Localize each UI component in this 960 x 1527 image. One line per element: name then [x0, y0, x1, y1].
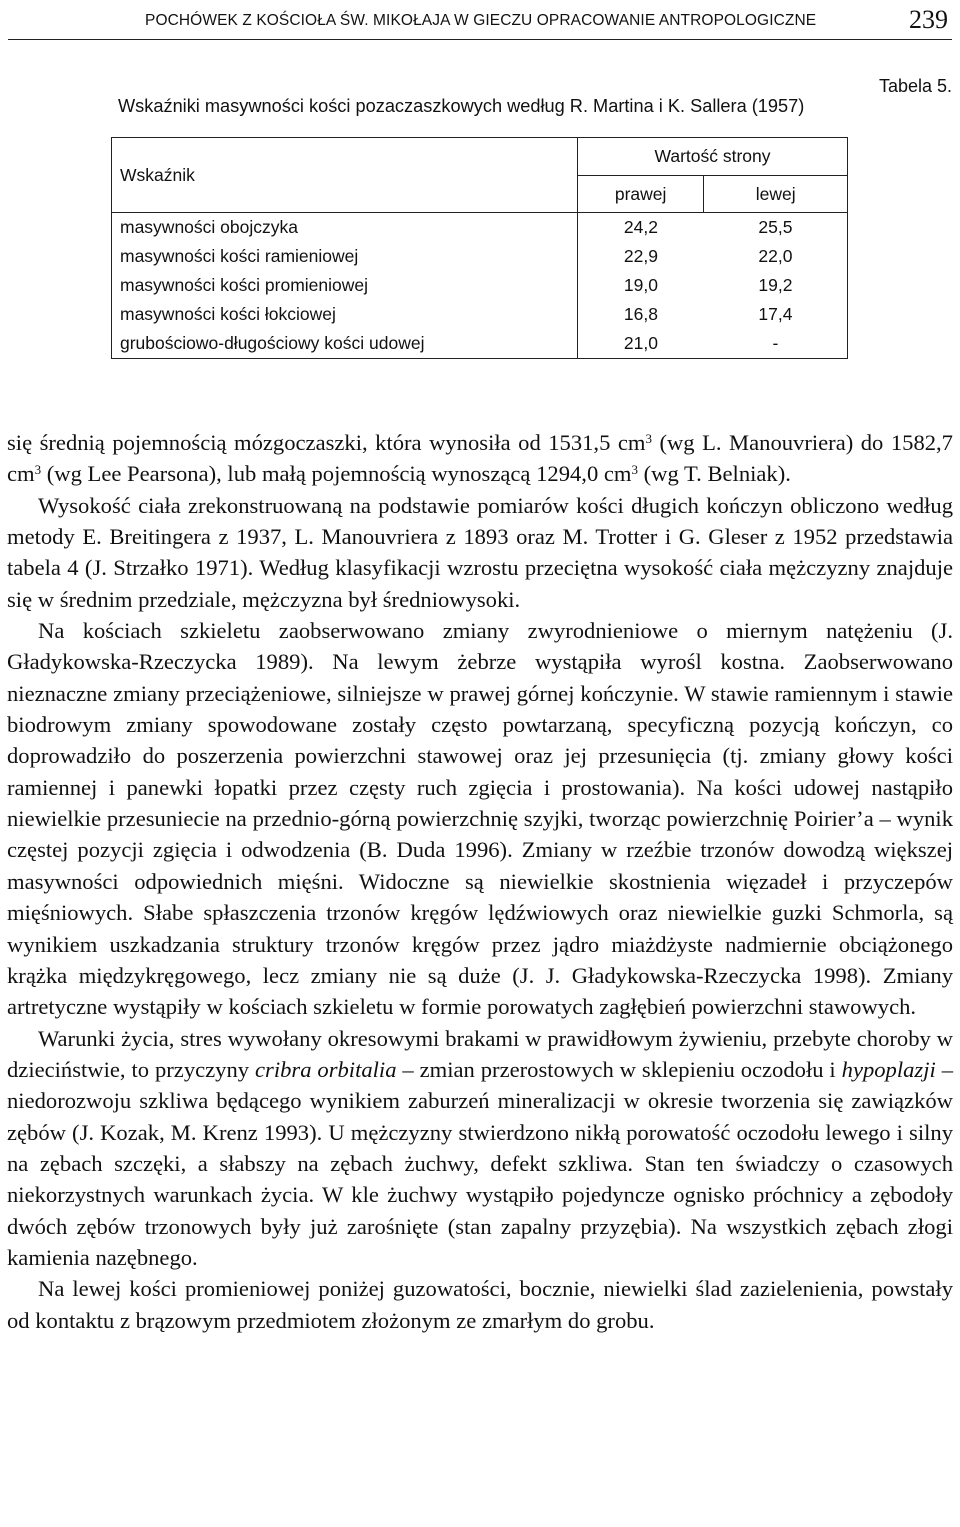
superscript: 3 [645, 431, 652, 446]
column-header-left-side: lewej [755, 183, 796, 204]
value-left: 22,0 [758, 246, 793, 266]
value-right: 19,0 [578, 271, 704, 300]
text-run: – niedorozwoju szkliwa będącego wynikiem zaburzeń mineralizacji w okresie tworzenia się zawiązków zębów (J. Kozak, M. Krenz 1993). U mężczyzny stwierdzono nikłą porowatość oczodołu lewego i silny na zębach szczęki, a słabszy na zębach żuchwy, defekt szkliwa. Stan ten świadczy o czasowych niekorzystnych warunkach życia. W kle żuchwy wystąpiło pojedyncze ognisko próchnicy a zębodoły dwóch zębów trzonowych były już zarośnięte (stan zapalny przyzębia). Na wszystkich zębach złogi kamienia nazębnego. [7, 1056, 953, 1270]
table-caption: Wskaźniki masywności kości pozaczaszkowych według R. Martina i K. Sallera (1957) [118, 96, 805, 116]
text-run: – zmian przerostowych w sklepieniu oczodołu i [396, 1056, 842, 1082]
paragraph: Na kościach szkieletu zaobserwowano zmiany zwyrodnieniowe o miernym natężeniu (J. Gładykowska-Rzeczycka 1989). Na lewym żebrze wystąpiła wyrośl kostna. Zaobserwowano nieznaczne zmiany przeciążeniowe, silniejsze w prawej górnej kończynie. W stawie ramiennym i stawie biodrowym zmiany spowodowane zostały często powtarzaną, specyficzną pozycją kończyn, co doprowadziło do poszerzenia powierzchni stawowej oraz jej przesunięcia (tj. zmiany głowy kości ramiennej i panewki łopatki przez częsty ruch zgięcia i prostowania). Na kości udowej nastąpiło niewielkie przesuniecie na przednio-górną powierzchnię szyjki, tworząc powierzchnię Poirier’a – wynik częstej pozycji zgięcia i odwodzenia (B. Duda 1996). Zmiany w rzeźbie trzonów dowodzą większej masywności odpowiednich mięśni. Widoczne są niewielkie skostnienia więzadeł i przyczepów mięśniowych. Słabe spłaszczenia trzonów kręgów lędźwiowych oraz niewielkie guzki Schmorla, są wynikiem uszkadzania struktury trzonów kręgów przez jądro miażdżyste nadmiernie obciążonego krążka międzykręgowego, lecz zmiany nie są duże (J. J. Gładykowska-Rzeczycka 1998). Zmiany artretyczne wystąpiły w kościach szkieletu w formie porowatych zagłębień powierzchni stawowych. [7, 618, 953, 1020]
page-number: 239 [909, 5, 948, 34]
superscript: 3 [34, 462, 42, 478]
text-run: się średnią pojemnością mózgoczaszki, która wynosiła od 1531,5 cm [7, 430, 646, 455]
value-right: 22,9 [578, 242, 704, 271]
paragraph [7, 427, 953, 490]
row-label: masywności kości promieniowej [120, 275, 368, 295]
italic-term: cribra orbitalia [255, 1056, 397, 1082]
column-header-index: Wskaźnik [120, 164, 195, 185]
table-row [112, 300, 848, 329]
value-left: - [704, 329, 848, 359]
row-label: masywności kości łokciowej [120, 304, 336, 324]
body-text [7, 427, 953, 1336]
table-label: Tabela 5. [878, 76, 952, 96]
italic-term: hypoplazji [841, 1056, 936, 1082]
text-run: (wg T. Belniak). [638, 461, 791, 487]
paragraph: Wysokość ciała zrekonstruowaną na podstawie pomiarów kości długich kończyn obliczono według metody E. Breitingera z 1937, L. Manouvriera z 1893 oraz M. Trotter i G. Gleser z 1952 przedstawia tabela 4 (J. Strzałko 1971). Według klasyfikacji wzrostu przeciętna wysokość ciała mężczyzny znajduje się w średnim przedziale, mężczyzna był średniowysoki. [7, 492, 953, 612]
paragraph [7, 1023, 953, 1274]
row-label: masywności obojczyka [112, 213, 578, 243]
row-label: grubościowo-długościowy kości udowej [112, 329, 578, 359]
value-left: 19,2 [758, 275, 793, 295]
table-row [112, 271, 848, 300]
table-header-row [112, 138, 848, 176]
table-row [112, 329, 848, 359]
column-group-header: Wartość strony [578, 138, 848, 176]
text-run: (wg L. Manouvriera) do 1582,7 cm [7, 430, 953, 487]
superscript: 3 [631, 462, 638, 478]
row-label: masywności kości ramieniowej [120, 246, 359, 266]
table-row [112, 242, 848, 271]
value-left: 17,4 [758, 304, 793, 324]
value-right: 21,0 [578, 329, 704, 359]
paragraph: Na lewej kości promieniowej poniżej guzowatości, bocznie, niewielki ślad zazielenienia, powstały od kontaktu z brązowym przedmiotem złożonym ze zmarłym do grobu. [7, 1276, 953, 1333]
text-run: (wg Lee Pearsona), lub małą pojemnością wynoszącą 1294,0 cm [41, 461, 632, 487]
text-run: Warunki życia, stres wywołany okresowymi brakami w prawidłowym żywieniu, przebyte choroby w dzieciństwie, to przyczyny [7, 1025, 953, 1082]
value-right: 24,2 [578, 213, 704, 243]
value-left: 25,5 [704, 213, 848, 243]
indices-table [111, 137, 848, 359]
column-header-right-side: prawej [578, 176, 704, 213]
table-row [112, 213, 848, 243]
page-header [8, 4, 952, 40]
running-head: POCHÓWEK Z KOŚCIOŁA ŚW. MIKOŁAJA W GIECZU OPRACOWANIE ANTROPOLOGICZNE [145, 12, 817, 29]
value-right: 16,8 [578, 300, 704, 329]
